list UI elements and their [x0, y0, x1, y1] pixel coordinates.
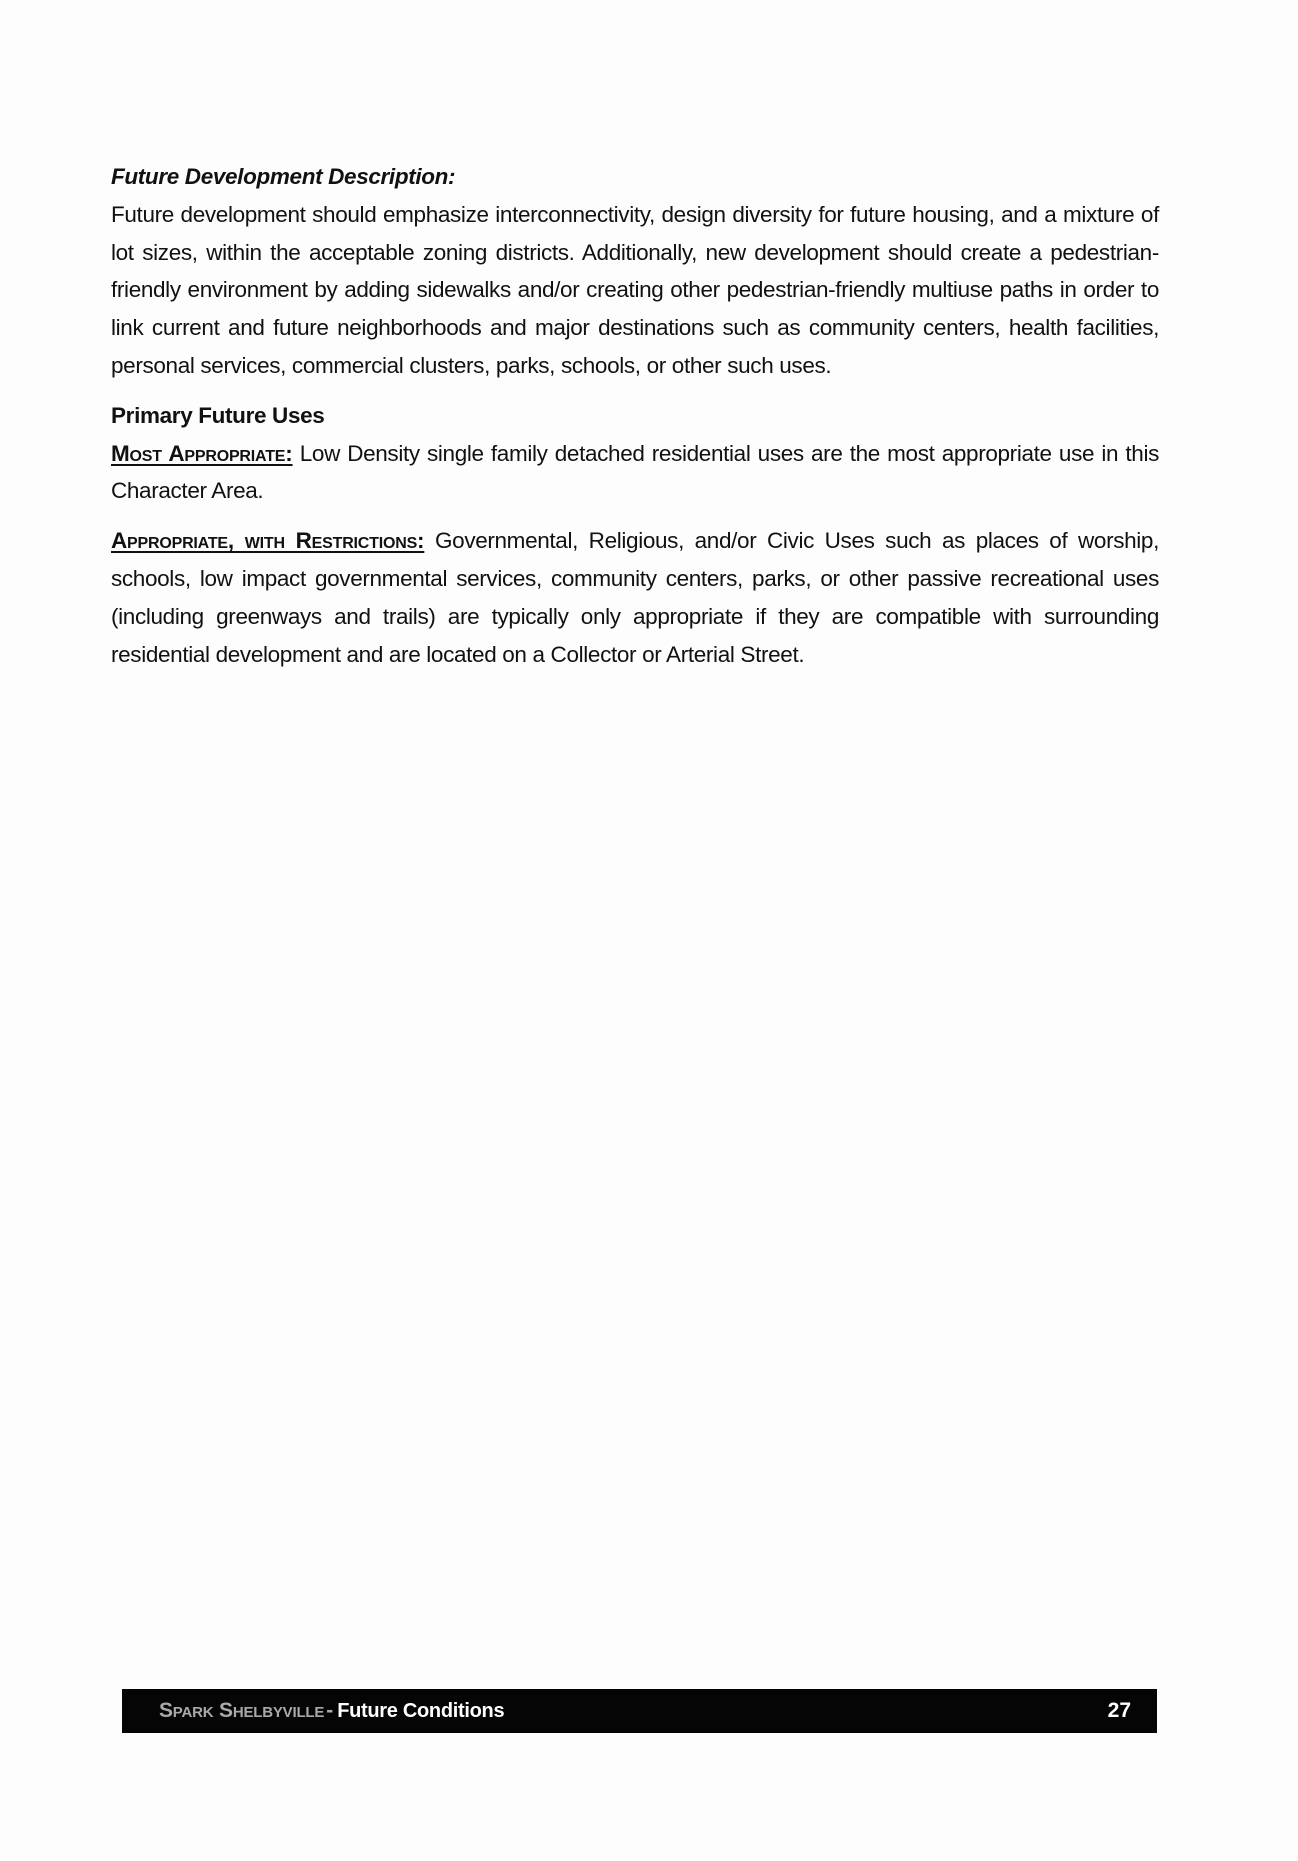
appropriate-with-restrictions-paragraph — [111, 522, 1159, 673]
appropriate-with-restrictions-label: Appropriate, with Restrictions: — [111, 528, 425, 554]
footer-brand: Spark Shelbyville — [159, 1699, 325, 1722]
future-development-heading: Future Development Description: — [111, 164, 456, 189]
primary-future-uses-section — [111, 397, 1159, 510]
page-content — [111, 158, 1159, 673]
page-footer — [122, 1689, 1157, 1733]
footer-separator: - — [326, 1699, 334, 1722]
footer-section-title: Future Conditions — [337, 1700, 505, 1722]
appropriate-with-restrictions-text: Governmental, Religious, and/or Civic Uses such as places of worship, schools, low impact governmental services, community centers, parks, or other passive recreational uses (including greenways and trails) are typically only appropriate if they are compatible with surrounding residential development and are located on a Collector or Arterial Street. — [111, 528, 1159, 667]
future-development-paragraph: Future development should emphasize interconnectivity, design diversity for future housing, and a mixture of lot sizes, within the acceptable zoning districts. Additionally, new development should create a pedestrian-friendly environment by adding sidewalks and/or creating other pedestrian-friendly multiuse paths in order to link current and future neighborhoods and major destinations such as community centers, health facilities, personal services, commercial clusters, parks, schools, or other such uses. — [111, 201, 1159, 378]
most-appropriate-text: Low Density single family detached residential uses are the most appropriate use in this Character Area. — [111, 440, 1159, 504]
footer-title — [159, 1699, 504, 1723]
future-development-section — [111, 158, 1159, 385]
primary-future-uses-heading: Primary Future Uses — [111, 402, 325, 428]
appropriate-with-restrictions-section — [111, 522, 1159, 673]
most-appropriate-label: Most Appropriate: — [111, 440, 293, 466]
most-appropriate-paragraph — [111, 435, 1159, 511]
page-number: 27 — [1107, 1699, 1131, 1722]
